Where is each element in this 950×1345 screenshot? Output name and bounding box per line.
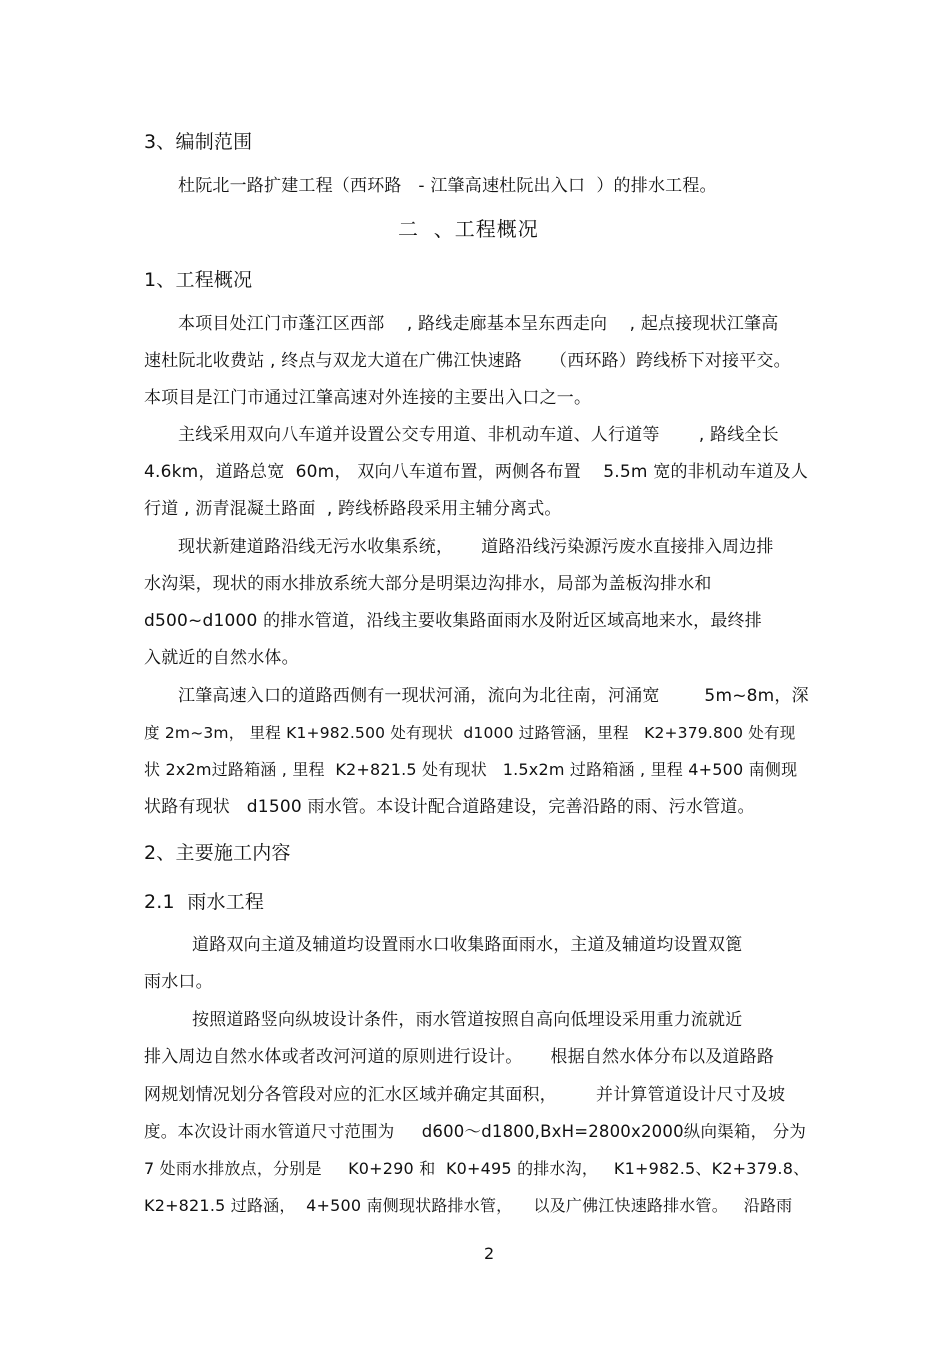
paragraph-line: 7 处雨水排放点，分别是 K0+290 和 K0+495 的排水沟， K1+982.5、K2+379.8、 <box>144 1159 810 1178</box>
paragraph-line: 江肇高速入口的道路西侧有一现状河涌，流向为北往南，河涌宽 5m~8m，深 <box>178 686 809 706</box>
paragraph-line: 道路双向主道及辅道均设置雨水口收集路面雨水，主道及辅道均设置双篦 <box>192 935 743 955</box>
paragraph-line: d500~d1000 的排水管道，沿线主要收集路面雨水及附近区域高地来水，最终排 <box>144 611 762 631</box>
paragraph-line: 按照道路竖向纵坡设计条件，雨水管道按照自高向低埋设采用重力流就近 <box>192 1010 743 1030</box>
paragraph-line: 网规划情况划分各管段对应的汇水区域并确定其面积， 并计算管道设计尺寸及坡 <box>144 1085 786 1105</box>
paragraph-line: 行道 , 沥青混凝土路面 , 跨线桥路段采用主辅分离式。 <box>144 499 562 519</box>
paragraph-line: 排入周边自然水体或者改河河道的原则进行设计。 根据自然水体分布以及道路路 <box>144 1047 775 1067</box>
section-1-heading: 1、工程概况 <box>144 269 253 291</box>
page-number: 2 <box>484 1244 495 1263</box>
paragraph-line: K2+821.5 过路涵， 4+500 南侧现状路排水管， 以及广佛江快速路排水管。 沿路雨 <box>144 1196 793 1215</box>
section-3-text: 杜阮北一路扩建工程（西环路 - 江肇高速杜阮出入口 ）的排水工程。 <box>178 176 717 196</box>
paragraph-line: 状 2x2m过路箱涵 , 里程 K2+821.5 处有现状 1.5x2m 过路箱涵 , 里程 4+500 南侧现 <box>144 760 798 779</box>
paragraph-line: 本项目处江门市蓬江区西部 , 路线走廊基本呈东西走向 , 起点接现状江肇高 <box>178 314 779 334</box>
paragraph-line: 状路有现状 d1500 雨水管。本设计配合道路建设，完善沿路的雨、污水管道。 <box>144 797 755 817</box>
paragraph-line: 入就近的自然水体。 <box>144 648 299 668</box>
paragraph-line: 度 2m~3m， 里程 K1+982.500 处有现状 d1000 过路管涵，里程 K2+379.800 处有现 <box>144 724 796 742</box>
paragraph-line: 水沟渠，现状的雨水排放系统大部分是明渠边沟排水，局部为盖板沟排水和 <box>144 574 712 594</box>
chapter-2-title: 二 、工程概况 <box>398 217 539 241</box>
paragraph-line: 主线采用双向八车道并设置公交专用道、非机动车道、人行道等 , 路线全长 <box>178 425 779 445</box>
paragraph-line: 雨水口。 <box>144 972 213 992</box>
paragraph-line: 度。本次设计雨水管道尺寸范围为 d600～d1800,BxH=2800x2000纵向渠箱， 分为 <box>144 1122 807 1141</box>
paragraph-line: 本项目是江门市通过江肇高速对外连接的主要出入口之一。 <box>144 388 592 408</box>
paragraph-line: 4.6km，道路总宽 60m， 双向八车道布置，两侧各布置 5.5m 宽的非机动车道及人 <box>144 462 809 482</box>
section-3-heading: 3、编制范围 <box>144 131 253 153</box>
paragraph-line: 现状新建道路沿线无污水收集系统， 道路沿线污染源污废水直接排入周边排 <box>178 537 774 557</box>
section-2-heading: 2、主要施工内容 <box>144 842 291 864</box>
paragraph-line: 速杜阮北收费站 , 终点与双龙大道在广佛江快速路 （西环路）跨线桥下对接平交。 <box>144 351 791 371</box>
section-2-1-heading: 2.1 雨水工程 <box>144 891 265 913</box>
